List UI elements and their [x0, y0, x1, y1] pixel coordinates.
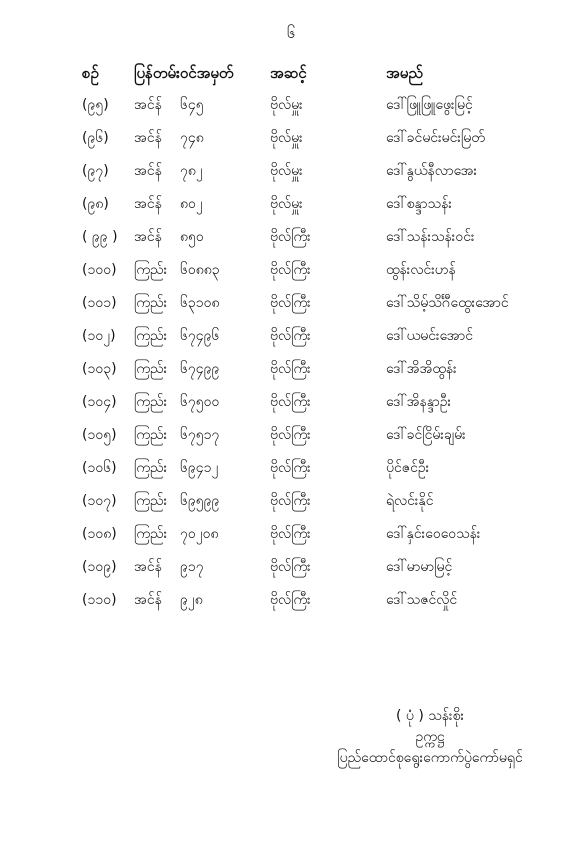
- signature-title: ဥက္ကဋ္ဌ: [415, 729, 445, 745]
- row-rank: ဗိုလ်ကြီး: [270, 361, 311, 377]
- row-no: (၁၀၉): [82, 559, 117, 575]
- table-row: [82, 160, 542, 193]
- row-number: ၆၇၄၉၉: [180, 361, 220, 377]
- header-type-number: ပြန်တမ်းဝင်အမှတ်: [134, 64, 234, 82]
- row-type: ကြည်း: [134, 526, 168, 542]
- signature-name: ( ပုံ ) သန်းစိုး: [395, 708, 465, 724]
- row-number: ၆၀၈၈၃: [180, 262, 220, 278]
- table-body: [82, 94, 542, 622]
- table-row: [82, 193, 542, 226]
- row-number: ၉၂၈: [180, 592, 203, 608]
- row-number: ၆၇၅၁၇: [180, 427, 220, 443]
- row-name: ရဲလင်းနိုင်: [386, 493, 434, 509]
- header-rank: အဆင့်: [270, 64, 307, 82]
- row-type: ကြည်း: [134, 295, 168, 311]
- row-number: ၈၅၀: [180, 229, 204, 245]
- row-no: (၉၇): [82, 163, 109, 179]
- row-number: ၇၈၂: [180, 163, 203, 179]
- row-rank: ဗိုလ်ကြီး: [270, 328, 311, 344]
- page-number: ၆: [286, 24, 296, 42]
- table-row: [82, 292, 542, 325]
- row-rank: ဗိုလ်ကြီး: [270, 460, 311, 476]
- row-no: (၁၀၇): [82, 493, 117, 509]
- row-type: အင်န်: [134, 196, 162, 212]
- table-row: [82, 556, 542, 589]
- row-name: ဒေါ်အိအိထွန်း: [386, 361, 457, 377]
- row-name: ဒေါ်ဖြူဖြူဖွေးမြင့်: [386, 97, 473, 113]
- row-rank: ဗိုလ်ကြီး: [270, 295, 311, 311]
- row-no: (၁၁၀): [82, 592, 117, 608]
- row-type: အင်န်: [134, 592, 162, 608]
- row-type: ကြည်း: [134, 427, 168, 443]
- row-type: ကြည်း: [134, 493, 168, 509]
- row-rank: ဗိုလ်ကြီး: [270, 493, 311, 509]
- row-no: (၁၀၂): [82, 328, 116, 344]
- row-name: ဒေါ်အိနန္ဒာဦး: [386, 394, 452, 410]
- row-name: ဒေါ်ခင်ငြိမ်းချမ်း: [386, 427, 466, 443]
- row-number: ၉၁၇: [180, 559, 204, 575]
- row-type: အင်န်: [134, 559, 162, 575]
- table-row: [82, 325, 542, 358]
- officer-list-table: [82, 62, 542, 622]
- row-number: ၇၀၂၀၈: [180, 526, 219, 542]
- row-rank: ဗိုလ်မှူး: [270, 130, 303, 146]
- row-name: ထွန်းလင်းဟန်: [386, 262, 456, 278]
- row-rank: ဗိုလ်ကြီး: [270, 394, 311, 410]
- row-no: ( ၉၉ ): [82, 229, 118, 245]
- row-name: ဒေါ်နွယ်နီလာအေး: [386, 163, 478, 179]
- row-name: ဒေါ်သန်းသန်းဝင်း: [386, 229, 475, 245]
- row-name: ဒေါ်နှင်းဝေဝေသန်း: [386, 526, 481, 542]
- row-rank: ဗိုလ်ကြီး: [270, 427, 311, 443]
- table-row: [82, 457, 542, 490]
- row-no: (၁၀၆): [82, 460, 117, 476]
- row-rank: ဗိုလ်ကြီး: [270, 526, 311, 542]
- table-row: [82, 589, 542, 622]
- table-row: [82, 127, 542, 160]
- row-no: (၁၀၄): [82, 394, 117, 410]
- table-header-row: [82, 62, 542, 94]
- row-number: ၆၃၁၀၈: [180, 295, 220, 311]
- signature-block: [330, 706, 530, 769]
- row-number: ၈၀၂: [180, 196, 203, 212]
- header-name: အမည်: [386, 64, 423, 82]
- row-type: အင်န်: [134, 163, 162, 179]
- row-type: ကြည်း: [134, 394, 168, 410]
- row-type: အင်န်: [134, 97, 162, 113]
- row-number: ၇၄၈: [180, 130, 204, 146]
- row-rank: ဗိုလ်ကြီး: [270, 592, 311, 608]
- table-row: [82, 424, 542, 457]
- row-no: (၁၀၃): [82, 361, 117, 377]
- row-no: (၁၀၀): [82, 262, 117, 278]
- row-type: ကြည်း: [134, 361, 168, 377]
- row-type: ကြည်း: [134, 460, 168, 476]
- table-row: [82, 523, 542, 556]
- row-type: ကြည်း: [134, 262, 168, 278]
- header-no: စဉ်: [82, 64, 99, 82]
- row-name: ဒေါ်စန္ဒာသန်း: [386, 196, 452, 212]
- row-number: ၆၇၅၀၀: [180, 394, 220, 410]
- row-name: ပိုင်ဇင်ဦး: [386, 460, 430, 476]
- row-no: (၁၀၅): [82, 427, 117, 443]
- row-name: ဒေါ်မာမာမြင့်: [386, 559, 453, 575]
- table-row: [82, 490, 542, 523]
- table-row: [82, 358, 542, 391]
- row-number: ၆၇၄၉၆: [180, 328, 220, 344]
- row-no: (၁၀၁): [82, 295, 117, 311]
- table-row: [82, 391, 542, 424]
- row-rank: ဗိုလ်မှူး: [270, 196, 303, 212]
- table-row: [82, 259, 542, 292]
- table-row: [82, 94, 542, 127]
- row-type: အင်န်: [134, 130, 162, 146]
- row-rank: ဗိုလ်မှူး: [270, 97, 303, 113]
- row-name: ဒေါ်ယမင်းအောင်: [386, 328, 474, 344]
- row-name: ဒေါ်ခင်မင်းမင်းမြတ်: [386, 130, 485, 146]
- row-type: ကြည်း: [134, 328, 168, 344]
- row-number: ၆၉၄၁၂: [180, 460, 219, 476]
- signature-organization: ပြည်ထောင်စုရွေးကောက်ပွဲကော်မရှင်: [337, 750, 523, 766]
- row-type: အင်န်: [134, 229, 162, 245]
- row-no: (၉၈): [82, 196, 109, 212]
- row-rank: ဗိုလ်ကြီး: [270, 262, 311, 278]
- row-name: ဒေါ်သဇင်လှိုင်: [386, 592, 458, 608]
- row-rank: ဗိုလ်ကြီး: [270, 229, 311, 245]
- row-no: (၁၀၈): [82, 526, 117, 542]
- row-rank: ဗိုလ်မှူး: [270, 163, 303, 179]
- row-no: (၉၆): [82, 130, 109, 146]
- table-row: [82, 226, 542, 259]
- row-number: ၆၉၅၉၉: [180, 493, 220, 509]
- row-name: ဒေါ်သိမ့်သိင်္ဂီထွေးအောင်: [386, 295, 509, 311]
- row-rank: ဗိုလ်ကြီး: [270, 559, 311, 575]
- row-no: (၉၅): [82, 97, 109, 113]
- row-number: ၆၄၅: [180, 97, 204, 113]
